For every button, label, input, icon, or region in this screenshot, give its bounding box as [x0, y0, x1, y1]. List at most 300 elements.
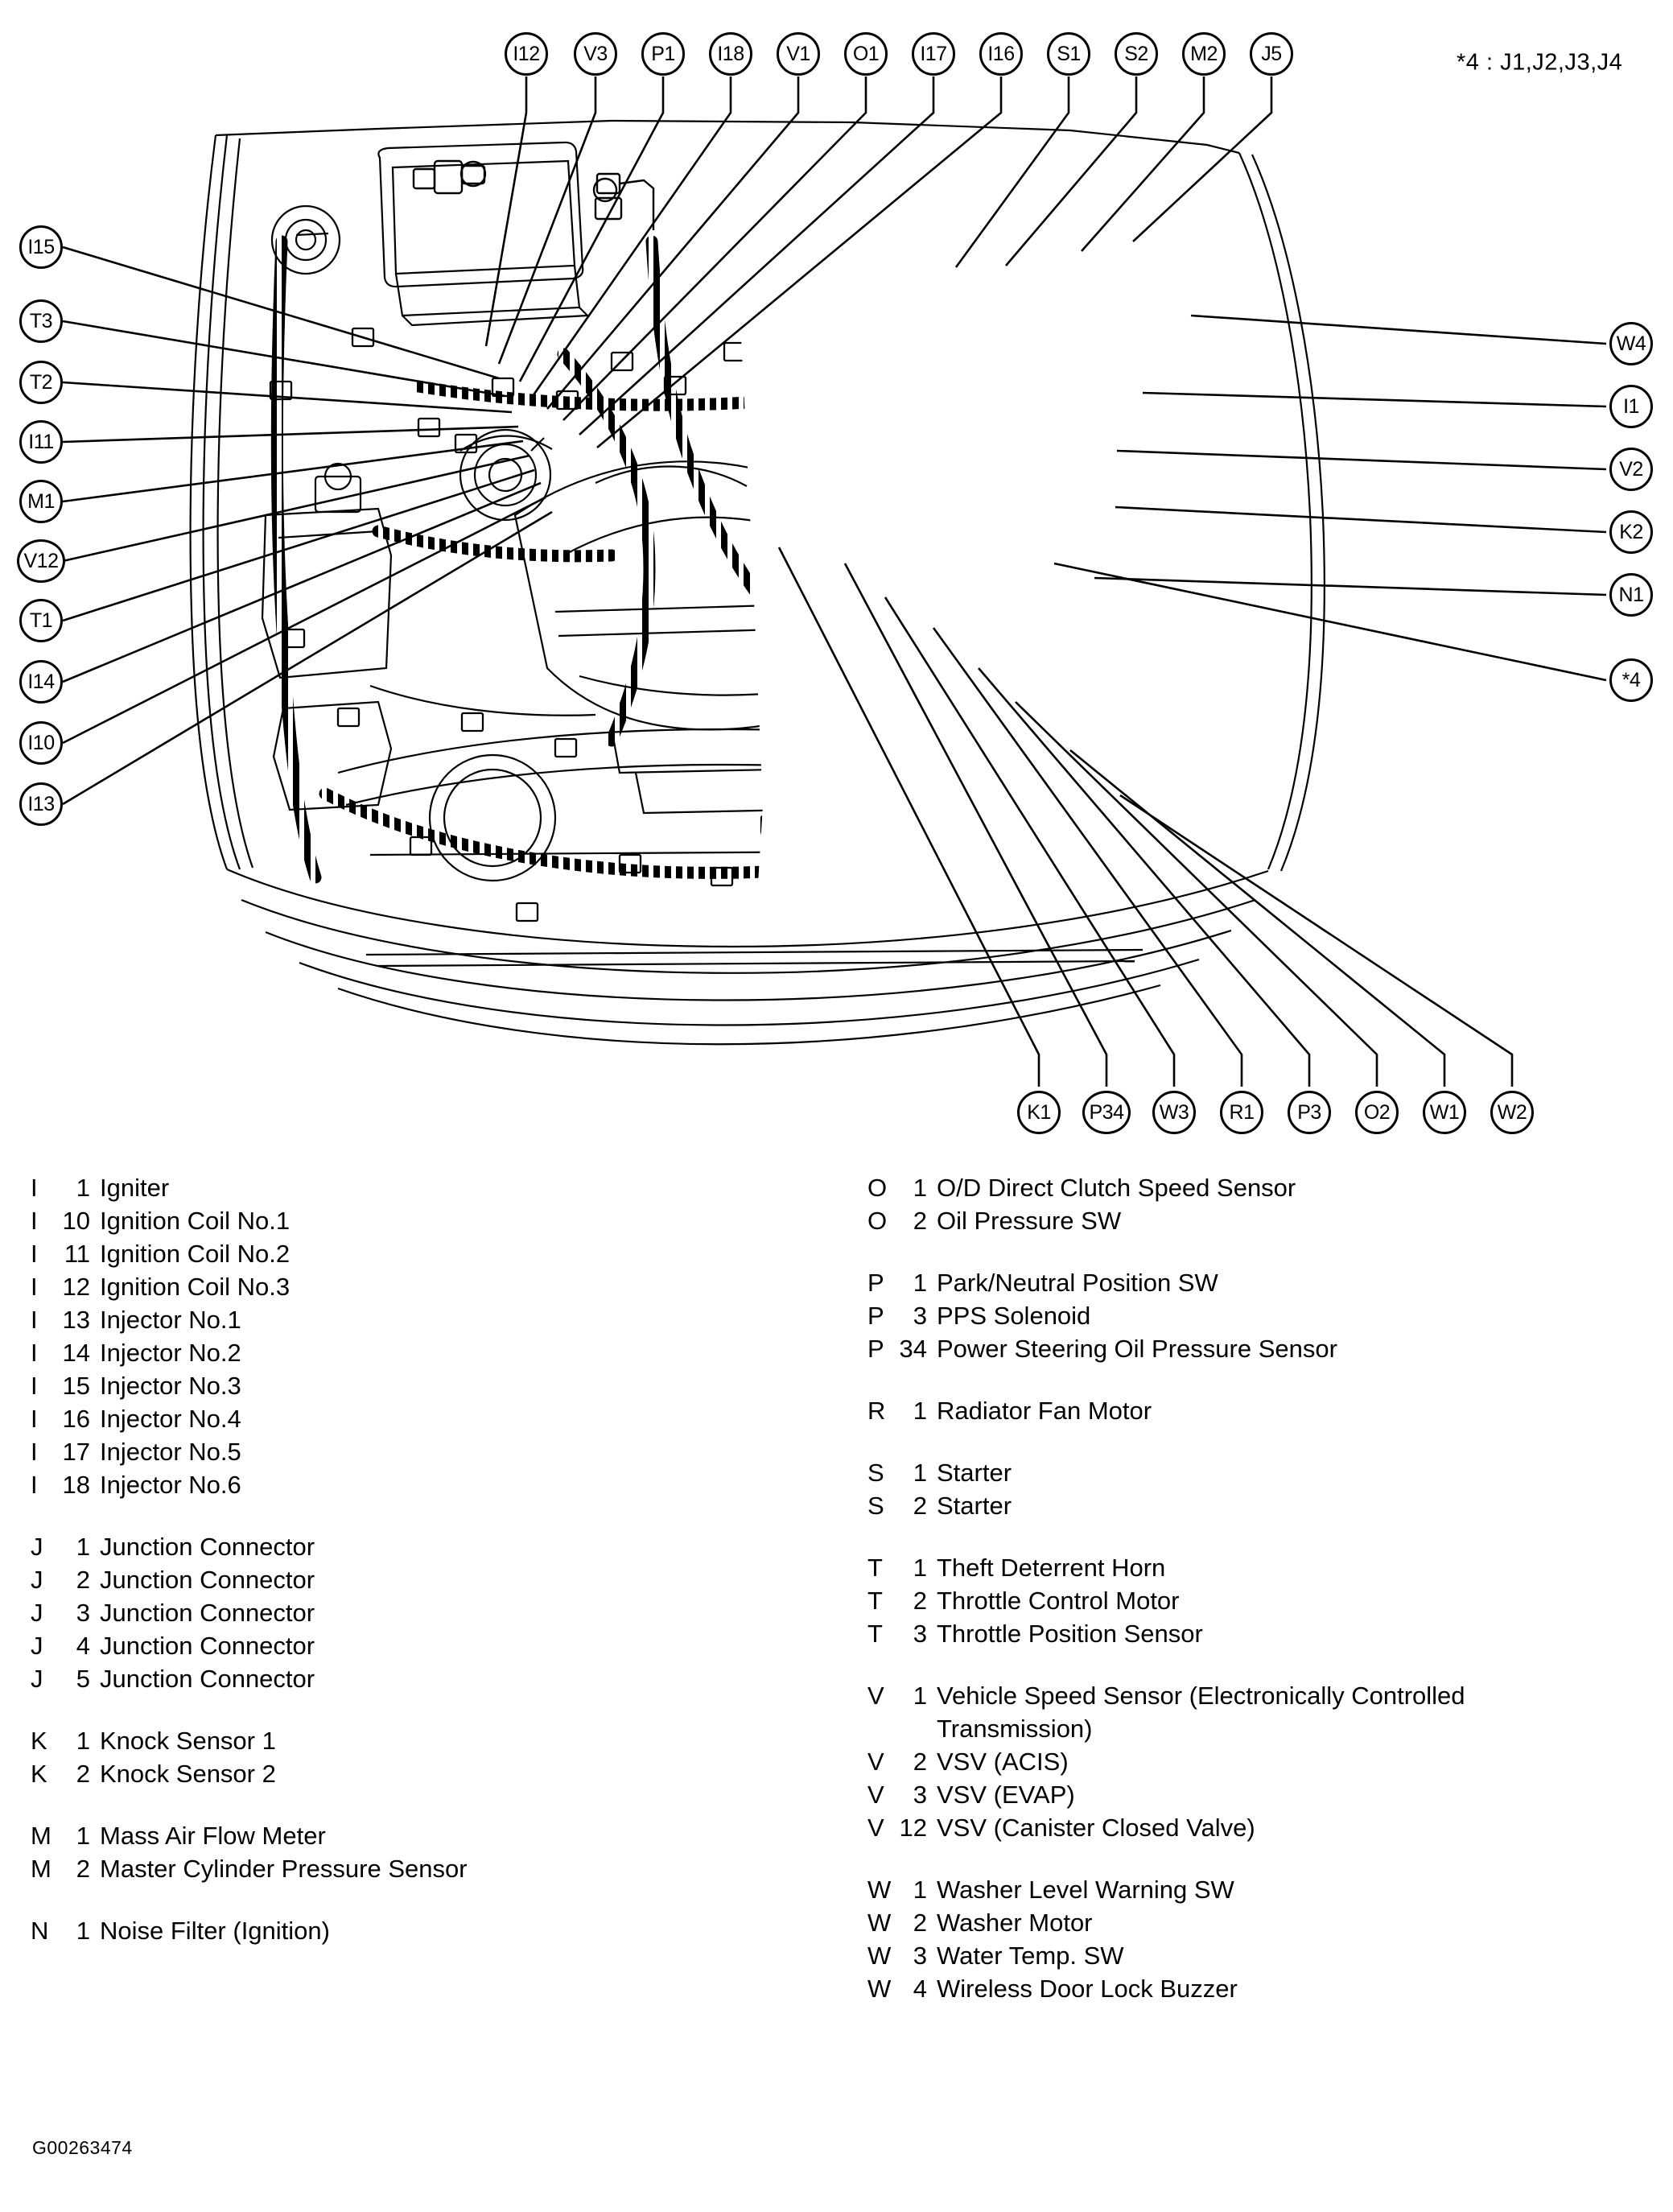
legend-item [31, 1563, 835, 1596]
legend-label: Throttle Position Sensor [937, 1620, 1203, 1648]
legend-label: Park/Neutral Position SW [937, 1269, 1218, 1297]
legend-item [31, 1468, 835, 1501]
legend-label: Mass Air Flow Meter [100, 1822, 326, 1850]
callout-label: M2 [1190, 42, 1218, 65]
callout-label: P34 [1089, 1100, 1124, 1124]
legend-code [31, 1819, 100, 1852]
callout-label: T3 [29, 309, 53, 332]
callout-i13[interactable] [19, 782, 63, 826]
engine-bay-internals [262, 142, 1239, 921]
legend-label-line2: Transmission) [937, 1715, 1093, 1743]
legend-label: Washer Motor [937, 1909, 1093, 1937]
legend-item [31, 1596, 835, 1629]
legend-item [867, 1679, 1664, 1745]
legend-code [31, 1204, 100, 1237]
legend-label: Starter [937, 1492, 1012, 1520]
callout-n1[interactable] [1609, 573, 1653, 617]
legend-letter: S [867, 1459, 884, 1487]
legend-letter: I [31, 1471, 38, 1499]
legend-code [31, 1171, 100, 1204]
document-id-code: G00263474 [32, 2137, 133, 2158]
legend-label: Injector No.5 [100, 1438, 241, 1466]
legend-number: 2 [913, 1587, 927, 1615]
legend-item [31, 1662, 835, 1695]
legend-code [867, 1584, 937, 1617]
legend-code [31, 1468, 100, 1501]
callout-s2[interactable] [1115, 32, 1158, 76]
legend-letter: V [867, 1814, 884, 1842]
legend-number: 11 [64, 1240, 90, 1268]
legend-label: Ignition Coil No.3 [100, 1273, 291, 1301]
legend-letter: W [867, 1876, 892, 1904]
legend-label: Wireless Door Lock Buzzer [937, 1975, 1238, 2003]
legend-label: VSV (ACIS) [937, 1748, 1069, 1776]
legend-number: 1 [913, 1459, 927, 1487]
legend-number: 15 [62, 1372, 90, 1400]
legend-number: 2 [913, 1909, 927, 1937]
callout-k1[interactable] [1017, 1091, 1061, 1134]
legend-number: 5 [76, 1665, 90, 1693]
legend-letter: P [867, 1302, 884, 1330]
legend-code [31, 1435, 100, 1468]
legend-item [867, 1551, 1664, 1584]
legend-number: 3 [913, 1302, 927, 1330]
callout-label: V2 [1619, 457, 1643, 481]
legend-number: 1 [76, 1727, 90, 1755]
legend-letter: K [31, 1760, 47, 1788]
legend-letter: M [31, 1855, 52, 1883]
legend-item [867, 1266, 1664, 1299]
legend-label: Theft Deterrent Horn [937, 1554, 1166, 1582]
legend-code [867, 1489, 937, 1522]
legend-label: O/D Direct Clutch Speed Sensor [937, 1174, 1296, 1202]
legend-number: 2 [76, 1760, 90, 1788]
callout-label: O2 [1363, 1100, 1391, 1124]
legend-group-j [31, 1530, 835, 1695]
callout-r1[interactable] [1220, 1091, 1263, 1134]
callout-w2[interactable] [1490, 1091, 1534, 1134]
legend-item [31, 1757, 835, 1790]
callout-label: W2 [1497, 1100, 1527, 1124]
legend-number: 1 [913, 1174, 927, 1202]
callout-label: I16 [987, 42, 1015, 65]
legend-code [867, 1873, 937, 1906]
legend-label: Knock Sensor 2 [100, 1760, 276, 1788]
battery-terminals [414, 161, 653, 230]
legend-label: VSV (Canister Closed Valve) [937, 1814, 1255, 1842]
legend-item [867, 1617, 1664, 1650]
legend-item [31, 1237, 835, 1270]
legend-label: Water Temp. SW [937, 1942, 1124, 1970]
callout-m1[interactable] [19, 480, 63, 523]
legend-letter: J [31, 1632, 43, 1660]
legend-group-i [31, 1171, 835, 1501]
legend-group-k [31, 1724, 835, 1790]
callout-label: V1 [786, 42, 810, 65]
legend-item [31, 1435, 835, 1468]
legend-item [867, 1972, 1664, 2005]
callout-v1[interactable] [777, 32, 820, 76]
radiator-and-fan [338, 729, 1127, 881]
legend-item [31, 1629, 835, 1662]
legend-label: Ignition Coil No.1 [100, 1207, 291, 1235]
throttle-body [848, 515, 950, 617]
legend-code [31, 1629, 100, 1662]
legend-label: Injector No.2 [100, 1339, 241, 1367]
legend-number: 4 [76, 1632, 90, 1660]
legend-letter: I [31, 1273, 38, 1301]
legend-group-t [867, 1551, 1664, 1650]
callout-label: T1 [29, 609, 53, 632]
legend-number: 1 [913, 1554, 927, 1582]
callout-label: I12 [513, 42, 540, 65]
callout-w4[interactable] [1609, 322, 1653, 365]
legend-code [31, 1303, 100, 1336]
callout-m2[interactable] [1182, 32, 1226, 76]
legend-label [937, 1679, 1664, 1745]
leader-lines-left [63, 247, 552, 804]
callout-p34[interactable] [1082, 1091, 1131, 1134]
legend-group-o [867, 1171, 1664, 1237]
legend-code [867, 1299, 937, 1332]
callout-o2[interactable] [1355, 1091, 1399, 1134]
legend-letter: J [31, 1566, 43, 1594]
callout-label: R1 [1229, 1100, 1255, 1124]
callout-label: K2 [1619, 520, 1643, 543]
legend-code [867, 1617, 937, 1650]
callout-k2[interactable] [1609, 510, 1653, 554]
legend-label: Injector No.1 [100, 1306, 241, 1334]
legend-letter: N [31, 1917, 49, 1945]
legend-code [31, 1662, 100, 1695]
accessory-brackets [797, 175, 1239, 644]
legend-code [31, 1369, 100, 1402]
callout-label: *4 [1621, 668, 1641, 691]
legend-label-line1: Vehicle Speed Sensor (Electronically Controlled [937, 1682, 1465, 1710]
legend-number: 1 [913, 1876, 927, 1904]
legend-letter: W [867, 1975, 892, 2003]
legend-label: Junction Connector [100, 1632, 315, 1660]
legend-code [31, 1757, 100, 1790]
legend-item [31, 1530, 835, 1563]
legend-item [867, 1873, 1664, 1906]
legend-code [867, 1171, 937, 1204]
legend-code [867, 1939, 937, 1972]
legend-label: Throttle Control Motor [937, 1587, 1180, 1615]
legend-label: Junction Connector [100, 1665, 315, 1693]
legend-item [867, 1332, 1664, 1365]
callout-label: I1 [1623, 394, 1639, 418]
legend-label: Junction Connector [100, 1599, 315, 1627]
legend-code [867, 1679, 937, 1712]
legend-group-n [31, 1914, 835, 1947]
legend-code [867, 1332, 937, 1365]
callout-i11[interactable] [19, 420, 63, 464]
legend-item [31, 1852, 835, 1885]
legend-number: 2 [76, 1855, 90, 1883]
legend-item [31, 1270, 835, 1303]
legend-letter: T [867, 1620, 883, 1648]
legend-item [31, 1336, 835, 1369]
legend-number: 2 [76, 1566, 90, 1594]
legend-letter: I [31, 1174, 38, 1202]
legend-code [31, 1336, 100, 1369]
callout-label: P3 [1297, 1100, 1321, 1124]
legend-number: 3 [913, 1781, 927, 1809]
callout-i18[interactable] [709, 32, 752, 76]
legend-item [31, 1819, 835, 1852]
callout-label: S1 [1057, 42, 1081, 65]
legend-letter: W [867, 1942, 892, 1970]
legend-number: 1 [76, 1533, 90, 1561]
legend-label: Power Steering Oil Pressure Sensor [937, 1335, 1337, 1363]
legend-item [867, 1745, 1664, 1778]
callout-i16[interactable] [979, 32, 1023, 76]
callout-label: K1 [1027, 1100, 1051, 1124]
legend-item [867, 1171, 1664, 1204]
wiring-harness [277, 241, 1191, 877]
legend-code [867, 1394, 937, 1427]
legend-code [31, 1914, 100, 1947]
legend-item [31, 1204, 835, 1237]
legend-item [867, 1811, 1664, 1844]
callout-label: I15 [27, 235, 55, 258]
battery-box [378, 142, 587, 325]
legend-letter: M [31, 1822, 52, 1850]
legend-item [31, 1724, 835, 1757]
legend-number: 3 [76, 1599, 90, 1627]
legend-item [867, 1204, 1664, 1237]
legend-group-s [867, 1456, 1664, 1522]
legend-code [867, 1972, 937, 2005]
legend-label: Knock Sensor 1 [100, 1727, 276, 1755]
legend-number: 17 [62, 1438, 90, 1466]
legend-letter: I [31, 1405, 38, 1433]
callout-label: I11 [28, 430, 54, 453]
callout-w1[interactable] [1423, 1091, 1466, 1134]
callout-label: W4 [1616, 332, 1646, 355]
callout-label: N1 [1618, 583, 1644, 606]
leader-lines-top [486, 76, 1271, 448]
legend-item [867, 1489, 1664, 1522]
legend-label: Noise Filter (Ignition) [100, 1917, 330, 1945]
legend-code [867, 1778, 937, 1811]
callout-v12[interactable] [17, 539, 65, 583]
legend-code [867, 1204, 937, 1237]
callout-p3[interactable] [1288, 1091, 1331, 1134]
callout-s1[interactable] [1047, 32, 1090, 76]
callout-label: P1 [651, 42, 675, 65]
legend-number: 14 [62, 1339, 90, 1367]
callout-label: J5 [1261, 42, 1282, 65]
legend-number: 18 [62, 1471, 90, 1499]
legend-letter: T [867, 1554, 883, 1582]
legend-item [867, 1299, 1664, 1332]
legend-letter: P [867, 1335, 884, 1363]
legend-letter: T [867, 1587, 883, 1615]
legend-number: 1 [76, 1174, 90, 1202]
legend-code [867, 1456, 937, 1489]
legend-number: 12 [62, 1273, 90, 1301]
callout-label: I13 [27, 792, 55, 815]
legend-number: 4 [913, 1975, 927, 2003]
callout-label: I14 [27, 670, 55, 693]
strut-tower-right [991, 411, 1072, 491]
legend-label: Radiator Fan Motor [937, 1397, 1152, 1425]
legend-label: Junction Connector [100, 1533, 315, 1561]
legend-code [867, 1551, 937, 1584]
legend-number: 16 [62, 1405, 90, 1433]
legend-code [867, 1266, 937, 1299]
legend-letter: I [31, 1372, 38, 1400]
legend-code [31, 1402, 100, 1435]
legend-label: VSV (EVAP) [937, 1781, 1075, 1809]
legend-label: Junction Connector [100, 1566, 315, 1594]
legend-item [31, 1914, 835, 1947]
legend-number: 10 [62, 1207, 90, 1235]
callout-j5[interactable] [1250, 32, 1293, 76]
legend-letter: W [867, 1909, 892, 1937]
legend-item [867, 1394, 1664, 1427]
legend-code [31, 1596, 100, 1629]
legend-code [31, 1237, 100, 1270]
legend-letter: I [31, 1339, 38, 1367]
legend-label: Ignition Coil No.2 [100, 1240, 291, 1268]
legend-group-v [867, 1679, 1664, 1844]
legend-number: 1 [913, 1397, 927, 1425]
callout-label: T2 [29, 370, 53, 394]
callout-label: I17 [920, 42, 947, 65]
legend-code [867, 1906, 937, 1939]
legend-code [31, 1852, 100, 1885]
callout-i10[interactable] [19, 721, 63, 765]
callout-label: O1 [852, 42, 880, 65]
legend-letter: V [867, 1781, 884, 1809]
legend-number: 34 [899, 1335, 927, 1363]
legend-letter: I [31, 1438, 38, 1466]
engine-block [515, 461, 893, 813]
legend-number: 1 [913, 1269, 927, 1297]
legend-number: 3 [913, 1942, 927, 1970]
callout-t1[interactable] [19, 599, 63, 642]
legend-item [867, 1584, 1664, 1617]
callout-t2[interactable] [19, 361, 63, 404]
legend-group-w [867, 1873, 1664, 2005]
legend-label: PPS Solenoid [937, 1302, 1091, 1330]
legend-letter: R [867, 1397, 886, 1425]
callout-i12[interactable] [505, 32, 548, 76]
legend-letter: I [31, 1207, 38, 1235]
callout-label: I10 [27, 731, 55, 754]
legend-letter: S [867, 1492, 884, 1520]
callout-p1[interactable] [641, 32, 685, 76]
callout-label: W1 [1429, 1100, 1460, 1124]
legend-label: Injector No.3 [100, 1372, 241, 1400]
legend-letter: O [867, 1207, 888, 1235]
legend-number: 2 [913, 1207, 927, 1235]
legend-item [31, 1369, 835, 1402]
legend-code [867, 1745, 937, 1778]
legend-column-left [31, 1171, 835, 1976]
component-legend [0, 1171, 1673, 2105]
legend-item [867, 1778, 1664, 1811]
legend-number: 2 [913, 1748, 927, 1776]
legend-code [31, 1563, 100, 1596]
legend-group-r [867, 1394, 1664, 1427]
legend-item [31, 1303, 835, 1336]
callout-v2[interactable] [1609, 448, 1653, 491]
legend-letter: V [867, 1748, 884, 1776]
callout-i15[interactable] [19, 225, 63, 269]
legend-letter: V [867, 1682, 884, 1710]
callout-label: M1 [27, 489, 55, 513]
legend-group-p [867, 1266, 1664, 1365]
callout-star4[interactable] [1609, 658, 1653, 702]
legend-letter: K [31, 1727, 47, 1755]
legend-item [867, 1906, 1664, 1939]
legend-letter: I [31, 1306, 38, 1334]
legend-label: Starter [937, 1459, 1012, 1487]
legend-code [31, 1270, 100, 1303]
legend-letter: J [31, 1665, 43, 1693]
callout-v3[interactable] [574, 32, 617, 76]
legend-letter: J [31, 1533, 43, 1561]
legend-number: 3 [913, 1620, 927, 1648]
callout-o1[interactable] [844, 32, 888, 76]
footnote-star4: *4 : J1,J2,J3,J4 [1457, 49, 1623, 76]
legend-code [31, 1724, 100, 1757]
legend-letter: J [31, 1599, 43, 1627]
legend-code [867, 1811, 937, 1844]
legend-number: 1 [76, 1917, 90, 1945]
callout-label: I18 [717, 42, 744, 65]
legend-group-m [31, 1819, 835, 1885]
leader-lines-bottom [779, 547, 1512, 1087]
callout-label: V3 [583, 42, 608, 65]
callout-label: W3 [1159, 1100, 1189, 1124]
legend-item [867, 1456, 1664, 1489]
legend-number: 1 [913, 1682, 927, 1710]
callout-w3[interactable] [1152, 1091, 1196, 1134]
callout-i17[interactable] [912, 32, 955, 76]
legend-letter: P [867, 1269, 884, 1297]
callout-label: V12 [23, 549, 59, 572]
legend-letter: O [867, 1174, 888, 1202]
legend-column-right [867, 1171, 1664, 2034]
legend-label: Master Cylinder Pressure Sensor [100, 1855, 468, 1883]
legend-letter: I [31, 1240, 38, 1268]
legend-code [31, 1530, 100, 1563]
callout-label: S2 [1124, 42, 1148, 65]
legend-label: Oil Pressure SW [937, 1207, 1122, 1235]
legend-number: 13 [62, 1306, 90, 1334]
leader-lines-right [1054, 316, 1606, 680]
legend-label: Washer Level Warning SW [937, 1876, 1234, 1904]
vehicle-body-outline [191, 121, 1325, 1044]
legend-item [867, 1939, 1664, 1972]
callout-i14[interactable] [19, 660, 63, 704]
callout-i1[interactable] [1609, 385, 1653, 428]
callout-t3[interactable] [19, 299, 63, 343]
legend-label: Injector No.4 [100, 1405, 241, 1433]
legend-number: 1 [76, 1822, 90, 1850]
legend-label: Injector No.6 [100, 1471, 241, 1499]
legend-number: 2 [913, 1492, 927, 1520]
legend-item [31, 1171, 835, 1204]
legend-number: 12 [899, 1814, 927, 1842]
legend-label: Igniter [100, 1174, 170, 1202]
legend-item [31, 1402, 835, 1435]
